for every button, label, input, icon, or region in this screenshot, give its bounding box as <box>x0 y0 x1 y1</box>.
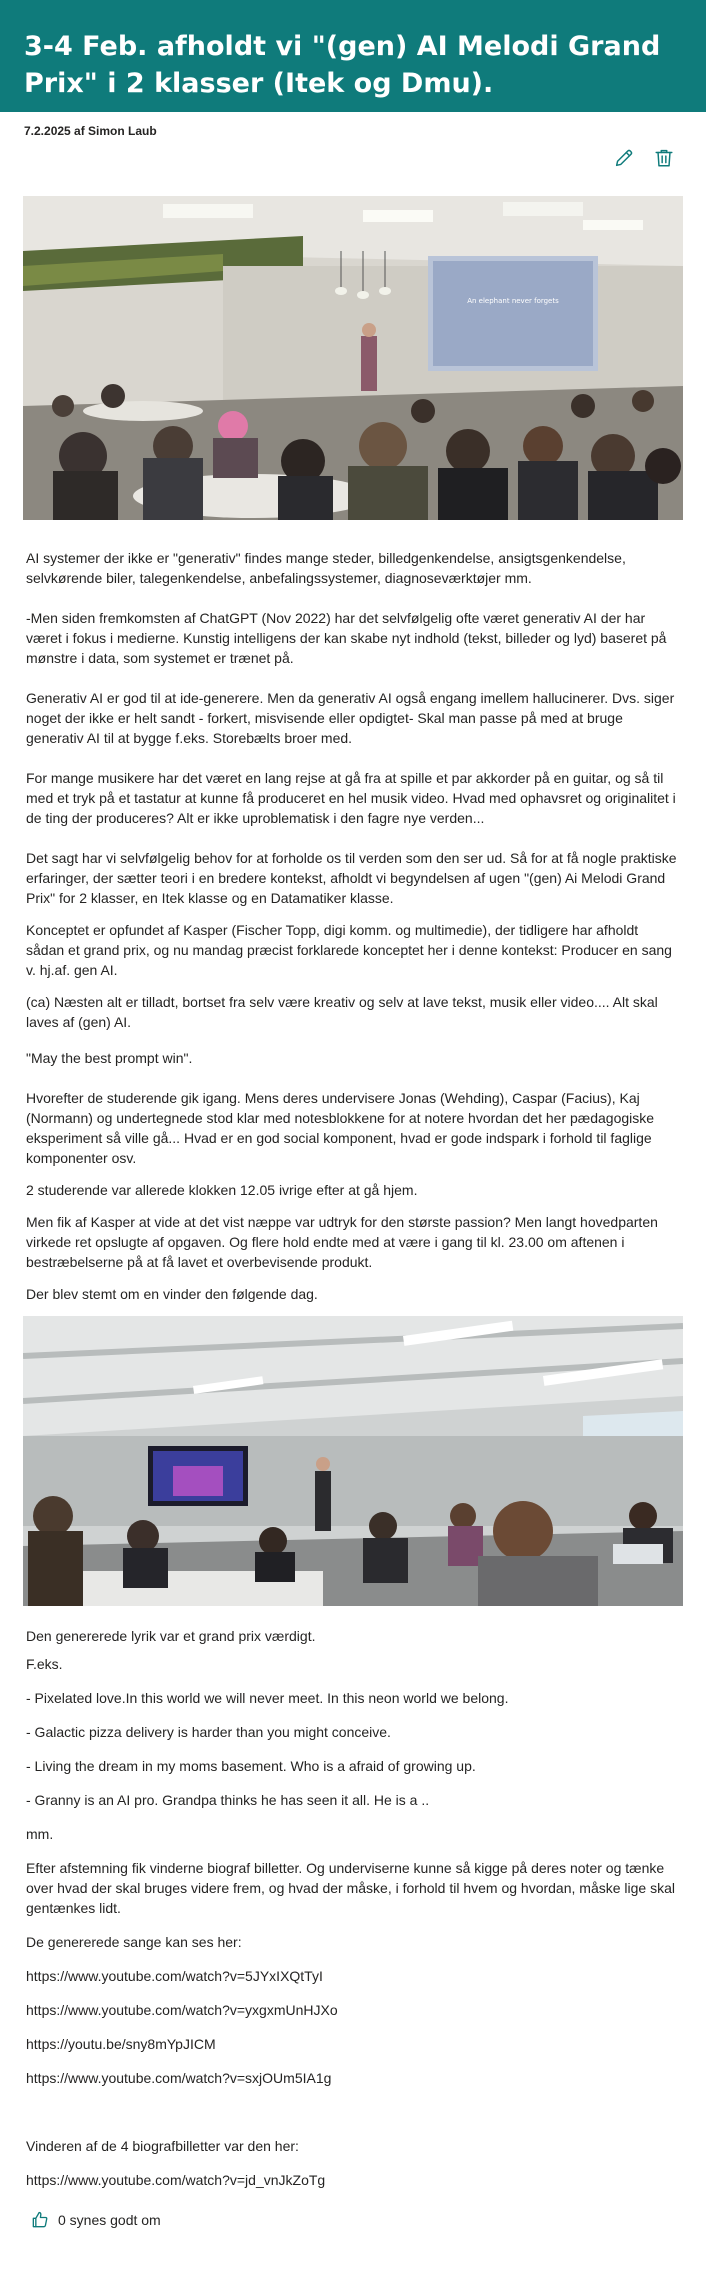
song-link-2[interactable]: https://www.youtube.com/watch?v=yxgxmUnHJXo <box>26 2002 338 2018</box>
paragraph: AI systemer der ikke er "generativ" findes mange steder, billedgenkendelse, ansigtsgenkendelse, selvkørende biler, talegenkendelse, anbefalingssystemer, diagnoseværktøjer mm. <box>26 550 626 586</box>
paragraph: 2 studerende var allerede klokken 12.05 ivrige efter at gå hjem. <box>26 1182 418 1198</box>
byline: 7.2.2025 af Simon Laub <box>24 124 157 138</box>
paragraph: Efter afstemning fik vinderne biograf billetter. Og underviserne kunne så kigge på deres noter og tænke over hvad der skal bruges videre frem, og hvad der måske, i forhold til hvem og hvordan, måske lige skal gentænkes lidt. <box>26 1860 675 1916</box>
page-title: 3-4 Feb. afholdt vi "(gen) AI Melodi Grand Prix" i 2 klasser (Itek og Dmu). <box>24 31 661 99</box>
post-actions <box>612 146 676 170</box>
pencil-icon <box>613 147 635 169</box>
paragraph: Der blev stemt om en vinder den følgende dag. <box>26 1286 318 1302</box>
lyric-line: - Pixelated love.In this world we will never meet. In this neon world we belong. <box>26 1690 509 1706</box>
trash-icon <box>653 147 675 169</box>
paragraph: F.eks. <box>26 1656 63 1672</box>
title-banner <box>0 0 706 112</box>
paragraph: Det sagt har vi selvfølgelig behov for at forholde os til verden som den ser ud. Så for at få nogle praktiske erfaringer, der sætter teori i en bredere kontekst, afholdt vi begyndelsen af ugen "(gen) Ai Melodi Grand Prix" for 2 klasser, en Itek klasse og en Datamatiker klasse. <box>26 850 677 906</box>
thumbs-up-icon <box>30 2210 50 2230</box>
paragraph: "May the best prompt win". <box>26 1050 193 1066</box>
winner-link[interactable]: https://www.youtube.com/watch?v=jd_vnJkZoTg <box>26 2172 326 2188</box>
lyric-line: - Living the dream in my moms basement. Who is a afraid of growing up. <box>26 1758 476 1774</box>
article-body <box>0 548 706 1316</box>
article-body-continued <box>0 1626 706 2190</box>
song-link-3[interactable]: https://youtu.be/sny8mYpJICM <box>26 2036 216 2052</box>
paragraph: De genererede sange kan ses her: <box>26 1934 242 1950</box>
winner-link-row <box>26 2170 680 2190</box>
paragraph: (ca) Næsten alt er tilladt, bortset fra selv være kreativ og selv at lave tekst, musik eller video.... Alt skal laves af (gen) AI. <box>26 994 658 1030</box>
song-link-4[interactable]: https://www.youtube.com/watch?v=sxjOUm5IA1g <box>26 2070 332 2086</box>
screen-text: An elephant never forgets <box>467 297 559 305</box>
song-links <box>26 1966 680 2088</box>
lyric-line: - Granny is an AI pro. Grandpa thinks he has seen it all. He is a .. <box>26 1792 430 1808</box>
paragraph: Konceptet er opfundet af Kasper (Fischer Topp, digi komm. og multimedie), der tidligere har afholdt sådan et grand prix, og nu mandag præcist forklarede konceptet her i denne kontekst: Producer en sang v. hj.af. gen AI. <box>26 922 672 978</box>
paragraph: Den genererede lyrik var et grand prix værdigt. <box>26 1628 316 1644</box>
lyric-line: - Galactic pizza delivery is harder than you might conceive. <box>26 1724 391 1740</box>
paragraph: Generativ AI er god til at ide-generere. Men da generativ AI også engang imellem hallucinerer. Dvs. siger noget der ikke er helt sandt - forkert, misvisende eller opdigtet- Skal man passe på med at bruge generativ AI til at bygge f.eks. Storebælts broer med. <box>26 690 675 746</box>
paragraph: Vinderen af de 4 biografbilletter var den her: <box>26 2138 299 2154</box>
paragraph: For mange musikere har det været en lang rejse at gå fra at spille et par akkorder på en guitar, og så til med et tryk på et tastatur at kunne få produceret en hel musik video. Hvad med ophavsret og originalitet i de ting der produceres? Alt er ikke uproblematisk i den fagre nye verden... <box>26 770 676 826</box>
like-count: 0 synes godt om <box>58 2212 161 2228</box>
edit-button[interactable] <box>612 146 636 170</box>
article-photo-classroom <box>23 1316 683 1606</box>
song-link-1[interactable]: https://www.youtube.com/watch?v=5JYxIXQtTyI <box>26 1968 323 1984</box>
paragraph: mm. <box>26 1826 54 1842</box>
meta-row <box>0 112 706 196</box>
like-button[interactable] <box>30 2210 50 2230</box>
like-row <box>0 2210 706 2230</box>
article-photo-lecture <box>23 196 683 520</box>
paragraph: Hvorefter de studerende gik igang. Mens deres undervisere Jonas (Wehding), Caspar (Facius), Kaj (Normann) og undertegnede stod klar med notesblokkene for at notere hvordan det her pædagogiske eksperiment så ville gå... Hvad er en god social komponent, hvad er gode indspark i forhold til faglige komponenter osv. <box>26 1090 655 1166</box>
paragraph: -Men siden fremkomsten af ChatGPT (Nov 2022) har det selvfølgelig ofte været generativ AI der har været i fokus i medierne. Kunstig intelligens der kan skabe nyt indhold (tekst, billeder og lyd) baseret på mønstre i data, som systemet er trænet på. <box>26 610 667 666</box>
delete-button[interactable] <box>652 146 676 170</box>
paragraph: Men fik af Kasper at vide at det vist næppe var udtryk for den største passion? Men langt hovedparten virkede ret opslugte af opgaven. Og flere hold endte med at være i gang til kl. 23.00 om aftenen i bestræbelserne på at få lavet et overbevisende produkt. <box>26 1214 658 1270</box>
